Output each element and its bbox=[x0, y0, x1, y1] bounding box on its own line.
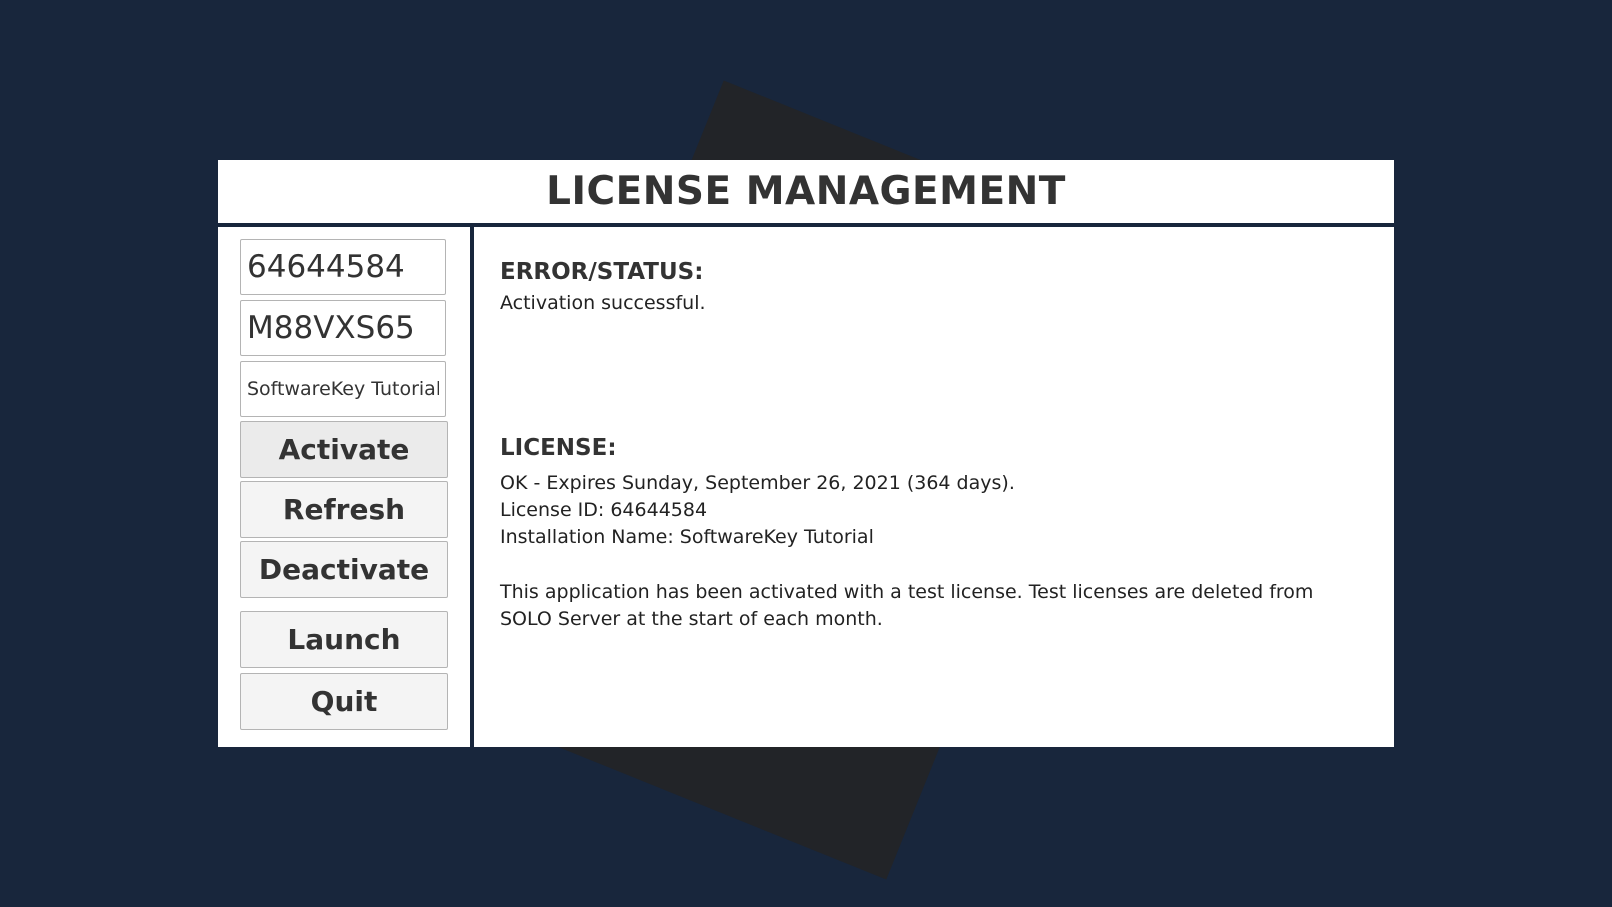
password-input[interactable] bbox=[240, 300, 446, 356]
license-panel bbox=[218, 160, 1394, 747]
quit-button[interactable]: Quit bbox=[240, 673, 448, 730]
sidebar-divider bbox=[470, 227, 474, 747]
refresh-button[interactable]: Refresh bbox=[240, 481, 448, 538]
test-license-note: This application has been activated with a test license. Test licenses are deleted from SOLO Server at the start of each month. bbox=[500, 581, 1314, 630]
sidebar bbox=[218, 227, 470, 747]
status-label: ERROR/STATUS: bbox=[500, 259, 704, 285]
deactivate-button[interactable]: Deactivate bbox=[240, 541, 448, 598]
activate-button[interactable]: Activate bbox=[240, 421, 448, 478]
status-message: Activation successful. bbox=[500, 292, 706, 314]
launch-button[interactable]: Launch bbox=[240, 611, 448, 668]
license-label: LICENSE: bbox=[500, 435, 617, 461]
installation-name-text: Installation Name: SoftwareKey Tutorial bbox=[500, 526, 874, 548]
page-title: LICENSE MANAGEMENT bbox=[546, 169, 1066, 214]
installation-name-input[interactable] bbox=[240, 361, 446, 417]
license-expiry: OK - Expires Sunday, September 26, 2021 (364 days). bbox=[500, 472, 1015, 494]
license-id-text: License ID: 64644584 bbox=[500, 499, 708, 521]
status-content bbox=[500, 227, 1370, 747]
license-id-input[interactable] bbox=[240, 239, 446, 295]
header bbox=[218, 160, 1394, 223]
